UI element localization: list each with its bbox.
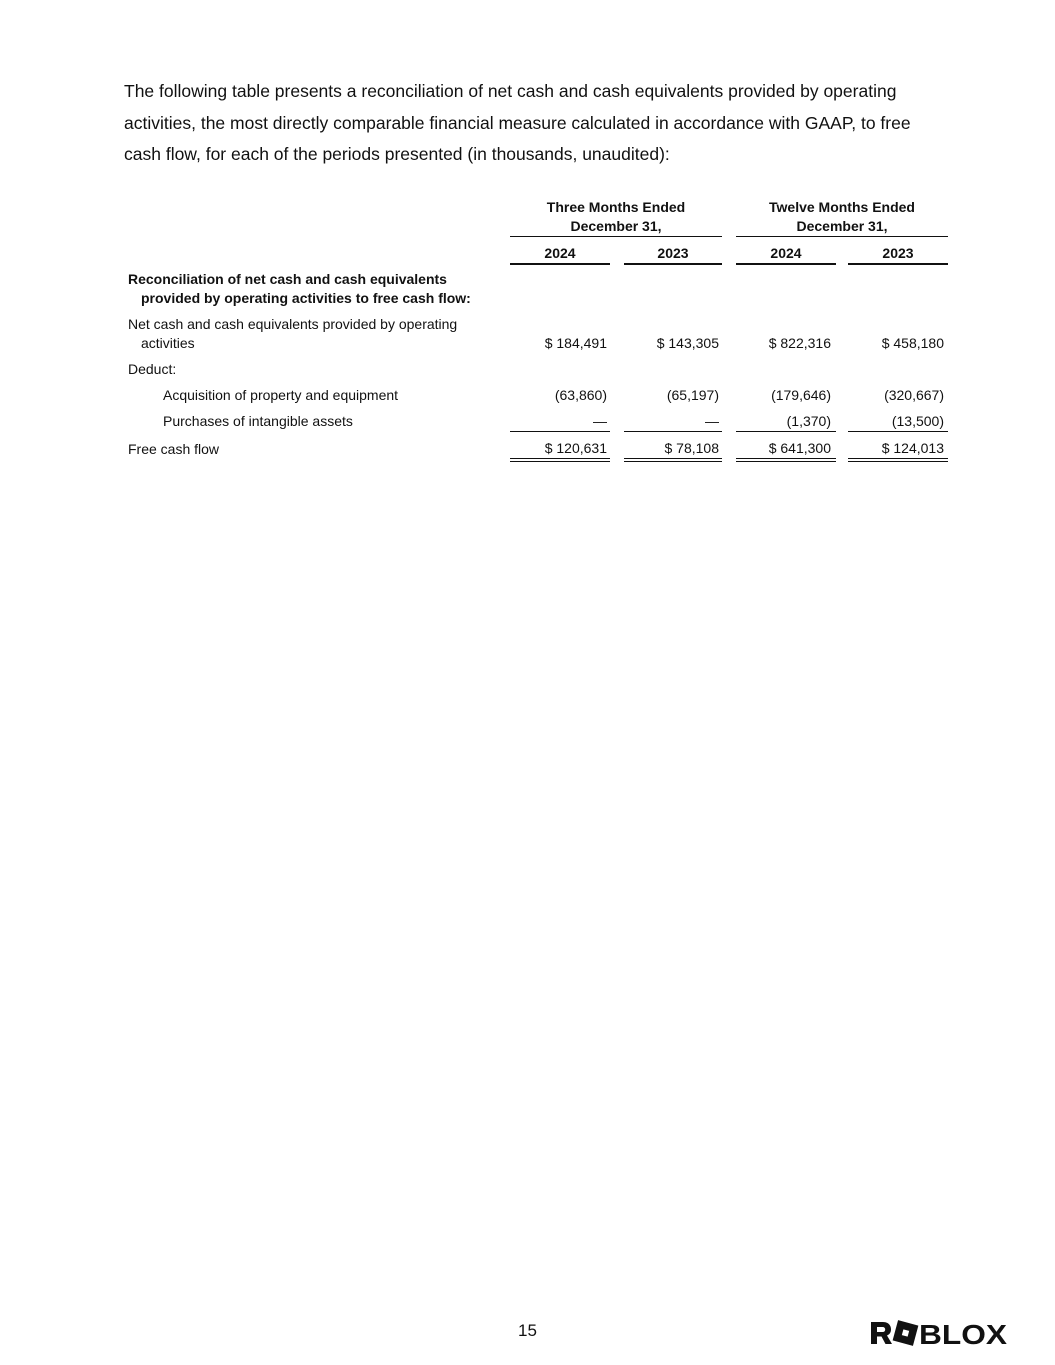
- table-cell: (179,646): [771, 387, 831, 403]
- row-label: activities: [141, 335, 195, 351]
- subtotal-rule: [510, 431, 610, 432]
- row-label: Net cash and cash equivalents provided by operating: [128, 316, 458, 332]
- column-header-year: 2024: [544, 245, 576, 261]
- year-header-rule: [510, 263, 610, 265]
- table-cell: $ 78,108: [664, 440, 719, 456]
- table-cell: (63,860): [554, 387, 607, 403]
- table-cell: $ 641,300: [768, 440, 831, 456]
- total-double-rule: [848, 458, 948, 462]
- total-double-rule: [510, 458, 610, 462]
- table-cell: —: [593, 413, 607, 429]
- row-label: Deduct:: [128, 361, 177, 377]
- subtotal-rule: [736, 431, 836, 432]
- group-header-twelve-months-line1: Twelve Months Ended: [769, 199, 915, 215]
- table-cell: (1,370): [786, 413, 831, 429]
- year-header-rule: [848, 263, 948, 265]
- table-cell: (65,197): [666, 387, 719, 403]
- total-double-rule: [624, 458, 722, 462]
- table-cell: (320,667): [884, 387, 944, 403]
- section-title-line1: Reconciliation of net cash and cash equivalents: [128, 271, 447, 287]
- group-header-rule: [510, 236, 722, 237]
- year-header-rule: [624, 263, 722, 265]
- svg-text:BLOX: BLOX: [919, 1319, 1008, 1348]
- section-title-line2: provided by operating activities to free cash flow:: [141, 290, 471, 306]
- free-cash-flow-table: [0, 0, 1055, 480]
- table-cell: $ 124,013: [881, 440, 944, 456]
- total-double-rule: [736, 458, 836, 462]
- row-label: Acquisition of property and equipment: [163, 387, 399, 403]
- table-cell: $ 822,316: [768, 335, 831, 351]
- roblox-logo: [869, 1318, 1009, 1348]
- table-cell: $ 120,631: [544, 440, 607, 456]
- table-cell: $ 458,180: [881, 335, 944, 351]
- table-cell: $ 143,305: [656, 335, 719, 351]
- subtotal-rule: [848, 431, 948, 432]
- row-label: Free cash flow: [128, 441, 220, 457]
- row-label: Purchases of intangible assets: [163, 413, 353, 429]
- column-header-year: 2024: [770, 245, 802, 261]
- group-header-twelve-months-line2: December 31,: [796, 218, 888, 234]
- group-header-three-months-line1: Three Months Ended: [546, 199, 686, 215]
- intro-paragraph: The following table presents a reconciliation of net cash and cash equivalents provided by operating activities, the most directly comparable financial measure calculated in accordance with GAAP, to free cash flow, for each of the periods presented (in thousands, unaudited):: [124, 81, 911, 164]
- table-cell: —: [705, 413, 719, 429]
- column-header-year: 2023: [882, 245, 914, 261]
- table-cell: $ 184,491: [544, 335, 607, 351]
- group-header-rule: [736, 236, 948, 237]
- page-number: 15: [518, 1321, 537, 1340]
- year-header-rule: [736, 263, 836, 265]
- subtotal-rule: [624, 431, 722, 432]
- table-cell: (13,500): [891, 413, 944, 429]
- group-header-three-months-line2: December 31,: [570, 218, 662, 234]
- column-header-year: 2023: [657, 245, 689, 261]
